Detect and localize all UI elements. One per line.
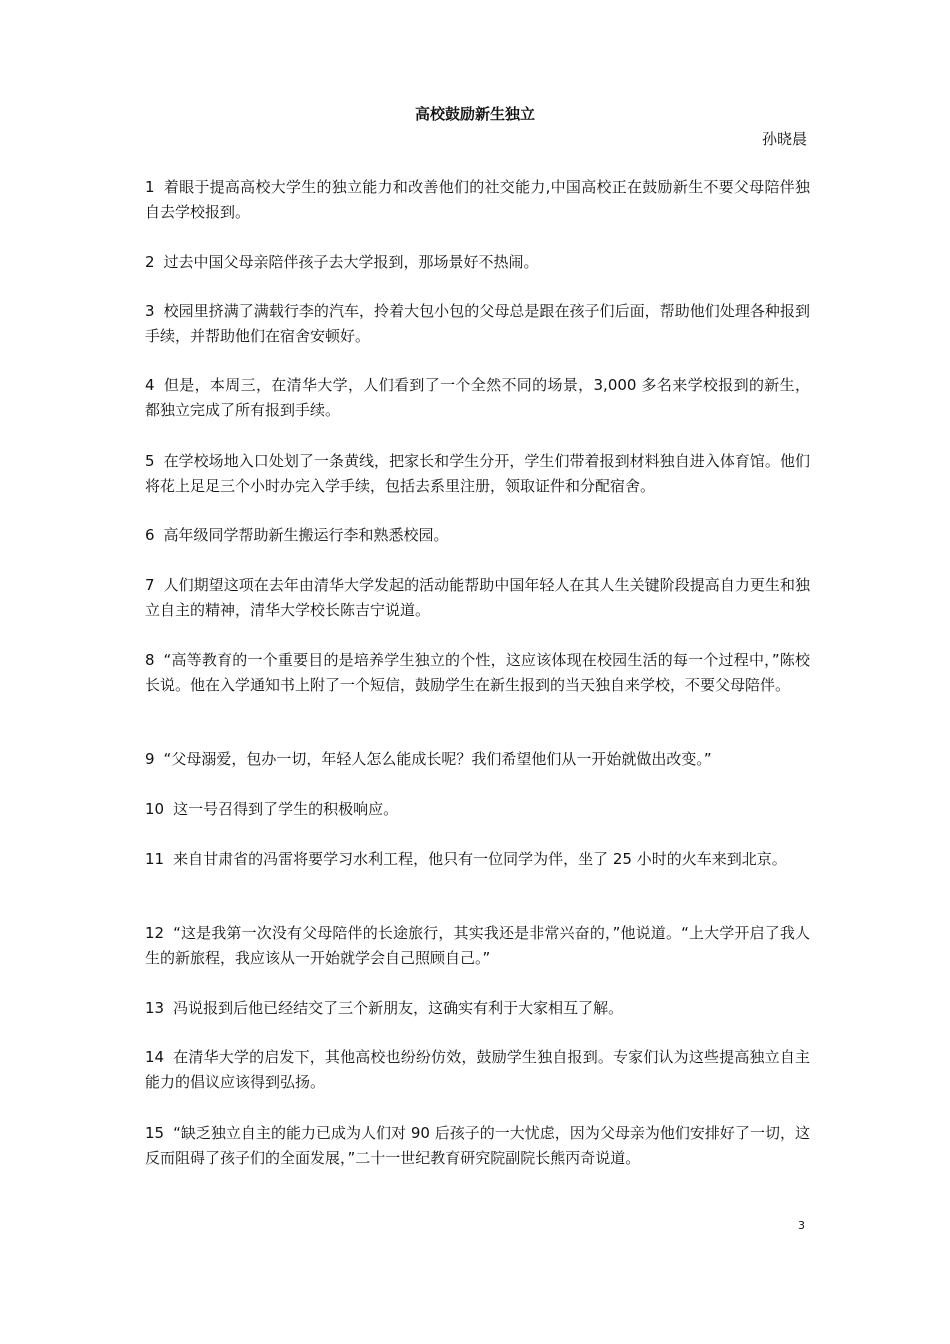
paragraph-text: 人们期望这项在去年由清华大学发起的活动能帮助中国年轻人在其人生关键阶段提高自力更生和独立自主的精神，清华大学校长陈吉宁说道。 — [145, 576, 810, 619]
paragraph-number: 12 — [145, 924, 165, 942]
paragraph-7 — [145, 573, 810, 623]
paragraph-text: 过去中国父母亲陪伴孩子去大学报到，那场景好不热闹。 — [163, 253, 539, 271]
paragraph-number: 7 — [145, 576, 155, 594]
paragraph-14 — [145, 1045, 810, 1095]
paragraph-8 — [145, 648, 810, 698]
paragraph-text: “缺乏独立自主的能力已成为人们对 90 后孩子的一大忧虑，因为父母亲为他们安排好了一切，这反而阻碍了孩子们的全面发展，”二十一世纪教育研究院副院长熊丙奇说道。 — [145, 1124, 810, 1167]
paragraph-11 — [145, 847, 810, 872]
paragraph-number: 4 — [145, 376, 155, 394]
paragraph-number: 8 — [145, 651, 155, 669]
paragraph-15 — [145, 1121, 810, 1171]
paragraph-number: 10 — [145, 800, 165, 818]
paragraph-text: 来自甘肃省的冯雷将要学习水利工程，他只有一位同学为伴，坐了 25 小时的火车来到北京。 — [173, 850, 787, 868]
paragraph-number: 3 — [145, 302, 155, 320]
paragraph-6 — [145, 523, 810, 548]
paragraph-text: “父母溺爱，包办一切，年轻人怎么能成长呢？我们希望他们从一开始就做出改变。” — [163, 750, 712, 768]
paragraph-number: 13 — [145, 999, 165, 1017]
paragraph-9 — [145, 747, 810, 772]
paragraph-2 — [145, 250, 810, 275]
paragraph-number: 6 — [145, 526, 155, 544]
paragraph-5 — [145, 449, 810, 499]
author-name: 孙晓晨 — [761, 130, 807, 148]
paragraph-10 — [145, 797, 810, 822]
paragraph-number: 14 — [145, 1048, 165, 1066]
document-title: 高校鼓励新生独立 — [414, 105, 535, 123]
paragraph-number: 11 — [145, 850, 165, 868]
paragraph-12 — [145, 921, 810, 971]
paragraph-number: 15 — [145, 1124, 165, 1142]
paragraph-text: 这一号召得到了学生的积极响应。 — [173, 800, 399, 818]
page-number: 3 — [798, 1219, 805, 1232]
paragraph-text: “这是我第一次没有父母陪伴的长途旅行，其实我还是非常兴奋的，”他说道。“上大学开启了我人生的新旅程，我应该从一开始就学会自己照顾自己。” — [145, 924, 810, 967]
paragraph-text: 在学校场地入口处划了一条黄线，把家长和学生分开，学生们带着报到材料独自进入体育馆。他们将花上足足三个小时办完入学手续，包括去系里注册，领取证件和分配宿舍。 — [145, 452, 810, 495]
paragraph-4 — [145, 373, 810, 423]
paragraph-1 — [145, 175, 810, 225]
paragraph-text: 校园里挤满了满载行李的汽车，拎着大包小包的父母总是跟在孩子们后面，帮助他们处理各种报到手续，并帮助他们在宿舍安顿好。 — [145, 302, 810, 345]
paragraph-number: 1 — [145, 178, 155, 196]
paragraph-number: 5 — [145, 452, 155, 470]
paragraph-text: 但是，本周三，在清华大学，人们看到了一个全然不同的场景，3,000 多名来学校报到的新生，都独立完成了所有报到手续。 — [145, 376, 810, 419]
paragraph-text: 着眼于提高高校大学生的独立能力和改善他们的社交能力,中国高校正在鼓励新生不要父母陪伴独自去学校报到。 — [145, 178, 810, 221]
paragraph-text: “高等教育的一个重要目的是培养学生独立的个性，这应该体现在校园生活的每一个过程中，”陈校长说。他在入学通知书上附了一个短信，鼓励学生在新生报到的当天独自来学校，不要父母陪伴。 — [145, 651, 810, 694]
paragraph-3 — [145, 299, 810, 349]
paragraph-number: 2 — [145, 253, 155, 271]
paragraph-text: 高年级同学帮助新生搬运行李和熟悉校园。 — [163, 526, 449, 544]
paragraph-text: 冯说报到后他已经结交了三个新朋友，这确实有利于大家相互了解。 — [173, 999, 624, 1017]
paragraph-number: 9 — [145, 750, 155, 768]
paragraph-text: 在清华大学的启发下，其他高校也纷纷仿效，鼓励学生独自报到。专家们认为这些提高独立自主能力的倡议应该得到弘扬。 — [145, 1048, 810, 1091]
paragraph-13 — [145, 996, 810, 1021]
